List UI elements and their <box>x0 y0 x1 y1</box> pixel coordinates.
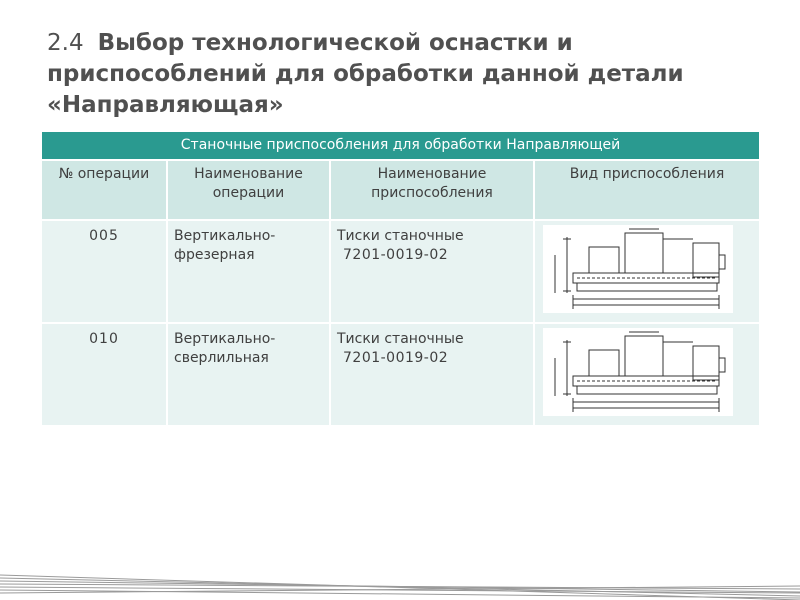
table-row <box>41 323 760 426</box>
operation-number: 005 <box>41 220 167 323</box>
operation-number: 010 <box>41 323 167 426</box>
fixture-name <box>330 220 534 323</box>
header-fixture-name: Наименование приспособления <box>330 160 534 220</box>
fixture-name-line1: Тиски станочные <box>337 331 464 347</box>
fixtures-table <box>40 130 761 427</box>
vise-drawing <box>543 328 733 416</box>
header-fixture-type: Вид приспособления <box>534 160 760 220</box>
slide-title <box>47 28 747 121</box>
fixture-code: 7201-0019-02 <box>343 350 449 366</box>
decorative-swoosh <box>0 490 800 600</box>
section-number: 2.4 <box>47 30 84 56</box>
operation-name: Вертикально-фрезерная <box>167 220 330 323</box>
table-row <box>41 220 760 323</box>
vise-drawing <box>543 225 733 313</box>
fixture-name-line1: Тиски станочные <box>337 228 464 244</box>
header-operation-name: Наименование операции <box>167 160 330 220</box>
fixture-image-cell <box>534 323 760 426</box>
fixture-name <box>330 323 534 426</box>
title-text: Выбор технологической оснастки и приспособлений для обработки данной детали «Направляющая» <box>47 30 684 118</box>
fixture-image-cell <box>534 220 760 323</box>
fixture-code: 7201-0019-02 <box>343 247 449 263</box>
table-banner: Станочные приспособления для обработки Направляющей <box>41 131 760 160</box>
operation-name: Вертикально-сверлильная <box>167 323 330 426</box>
table-header-row <box>41 160 760 220</box>
header-operation-number: № операции <box>41 160 167 220</box>
